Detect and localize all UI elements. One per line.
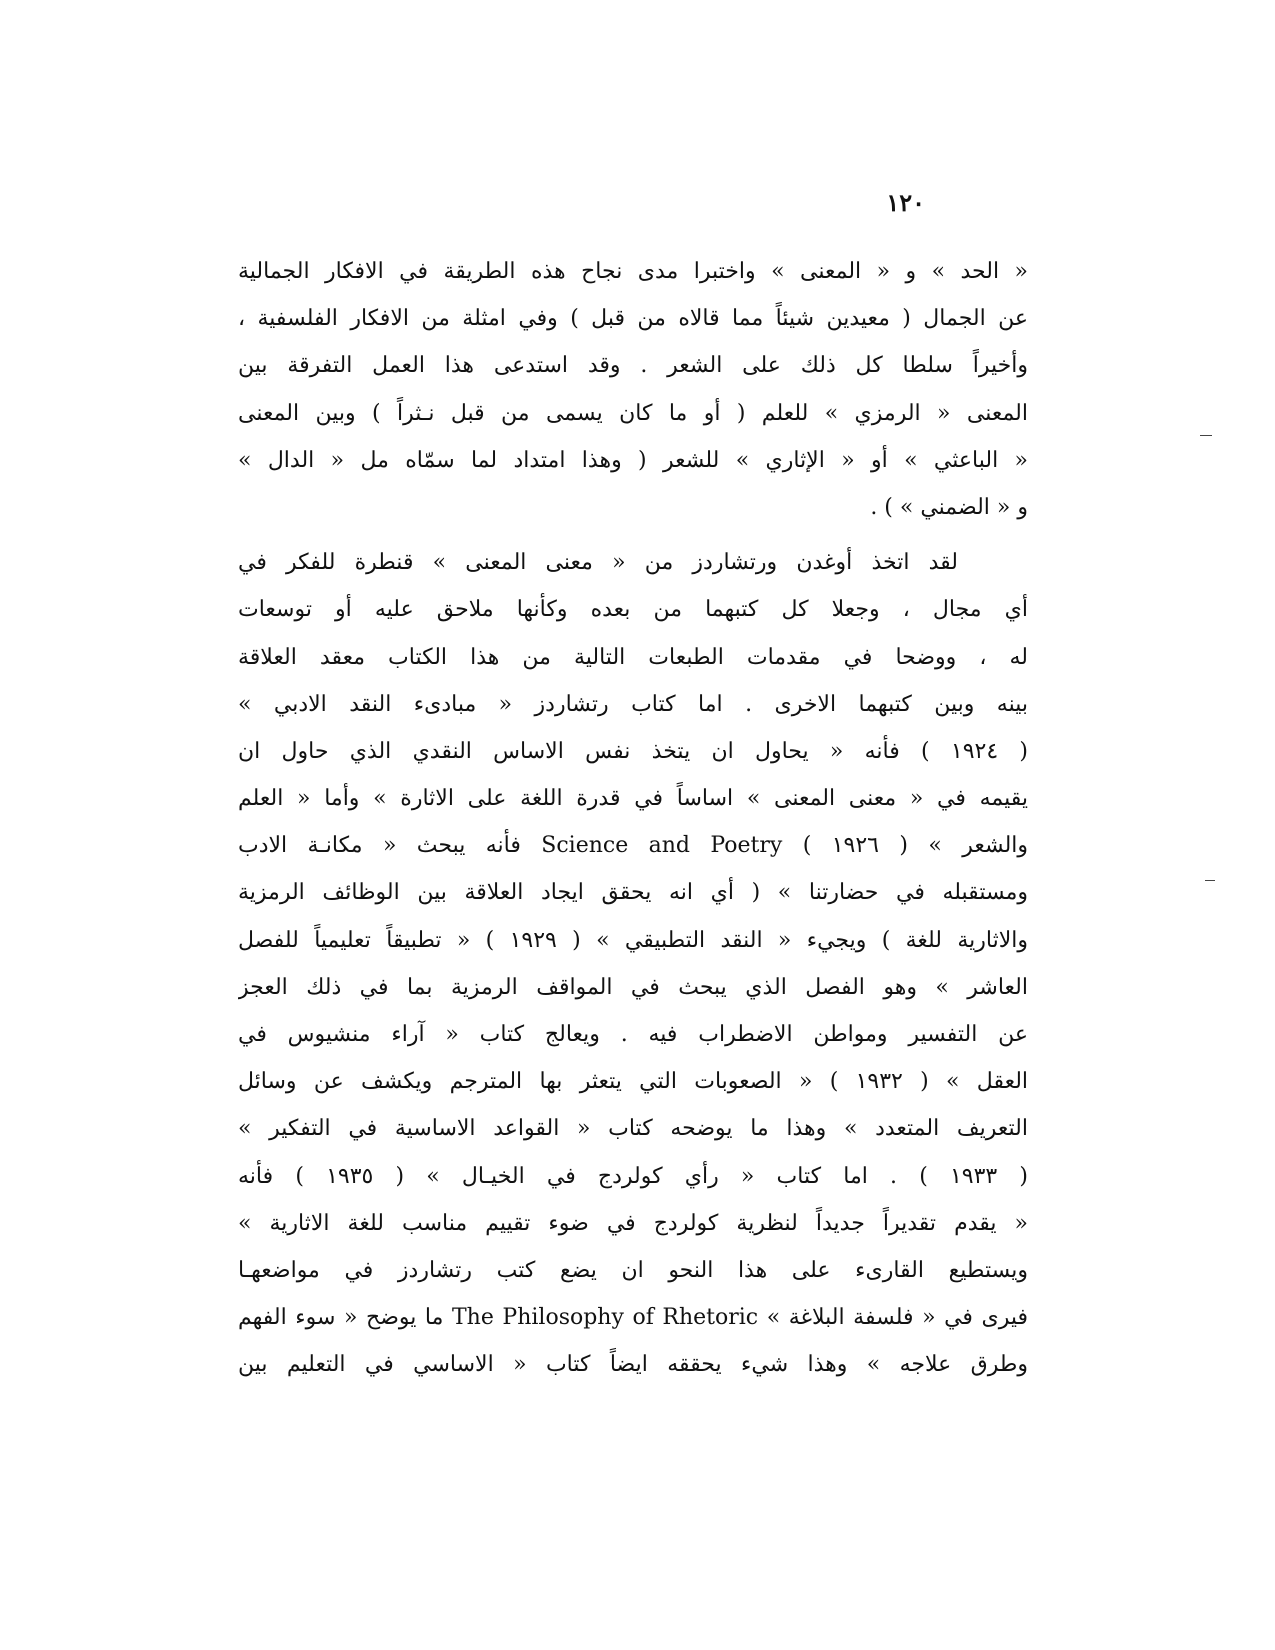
text-line: يقيمه في « معنى المعنى » اساساً في قدرة اللغة على الاثارة » وأما « العلم: [238, 786, 1028, 812]
text-line: عن التفسير ومواطن الاضطراب فيه . ويعالج كتاب « آراء منشيوس في: [238, 1022, 1028, 1047]
page-number: ١٢٠: [886, 188, 925, 217]
margin-mark: [1200, 435, 1212, 436]
paragraph-gap: [238, 531, 1028, 539]
margin-mark: [1205, 880, 1215, 881]
text-line: والاثارية للغة ) ويجيء « النقد التطبيقي » ( ١٩٢٩ ) « تطبيقاً تعليمياً للفصل: [238, 927, 1028, 953]
text-line: « الباعثي » أو « الإثاري » للشعر ( وهذا امتداد لما سمّاه مل « الدال »: [238, 447, 1028, 473]
text-line: العاشر » وهو الفصل الذي يبحث في المواقف الرمزية بما في ذلك العجز: [238, 974, 1028, 1000]
text-line: لقد اتخذ أوغدن ورتشاردز من « معنى المعنى » قنطرة للفكر في: [238, 550, 958, 576]
text-line: والشعر » ( ١٩٢٦ ) Science and Poetry فأنه يبحث « مكانـة الادب: [238, 833, 1028, 859]
body-text: [238, 248, 1028, 1389]
text-line: و « الضمني » ) .: [870, 494, 1028, 520]
text-line: المعنى « الرمزي » للعلم ( أو ما كان يسمى من قبل نـثراً ) وبين المعنى: [238, 400, 1028, 426]
text-line: وأخيراً سلطا كل ذلك على الشعر . وقد استدعى هذا العمل التفرقة بين: [238, 353, 1028, 379]
text-line: عن الجمال ( معيدين شيئاً مما قالاه من قبل ) وفي امثلة من الافكار الفلسفية ،: [238, 306, 1028, 332]
text-line: له ، ووضحا في مقدمات الطبعات التالية من هذا الكتاب معقد العلاقة: [238, 644, 1028, 670]
text-line: ( ١٩٣٣ ) . اما كتاب « رأي كولردج في الخيـال » ( ١٩٣٥ ) فأنه: [238, 1163, 1028, 1189]
text-line: فيرى في « فلسفة البلاغة » The Philosophy of Rhetoric ما يوضح « سوء الفهم: [238, 1305, 1028, 1331]
text-line: « يقدم تقديراً جديداً لنظرية كولردج في ضوء تقييم مناسب للغة الاثارية »: [238, 1210, 1028, 1236]
text-line: ومستقبله في حضارتنا » ( أي انه يحقق ايجاد العلاقة بين الوظائف الرمزية: [238, 880, 1028, 906]
text-line: التعريف المتعدد » وهذا ما يوضحه كتاب « القواعد الاساسية في التفكير »: [238, 1116, 1028, 1142]
text-line: أي مجال ، وجعلا كل كتبهما من بعده وكأنها ملاحق عليه أو توسعات: [238, 597, 1028, 623]
text-line: ( ١٩٢٤ ) فأنه « يحاول ان يتخذ نفس الاساس النقدي الذي حاول ان: [238, 738, 1028, 764]
text-line: ويستطيع القارىء على هذا النحو ان يضع كتب رتشاردز في مواضعهـا: [238, 1257, 1028, 1283]
text-line: العقل » ( ١٩٣٢ ) « الصعوبات التي يتعثر بها المترجم ويكشف عن وسائل: [238, 1069, 1028, 1095]
text-line: « الحد » و « المعنى » واختبرا مدى نجاح هذه الطريقة في الافكار الجمالية: [238, 259, 1028, 284]
text-line: بينه وبين كتبهما الاخرى . اما كتاب رتشاردز « مبادىء النقد الادبي »: [238, 691, 1028, 717]
text-line: وطرق علاجه » وهذا شيء يحققه ايضاً كتاب « الاساسي في التعليم بين: [238, 1352, 1028, 1378]
